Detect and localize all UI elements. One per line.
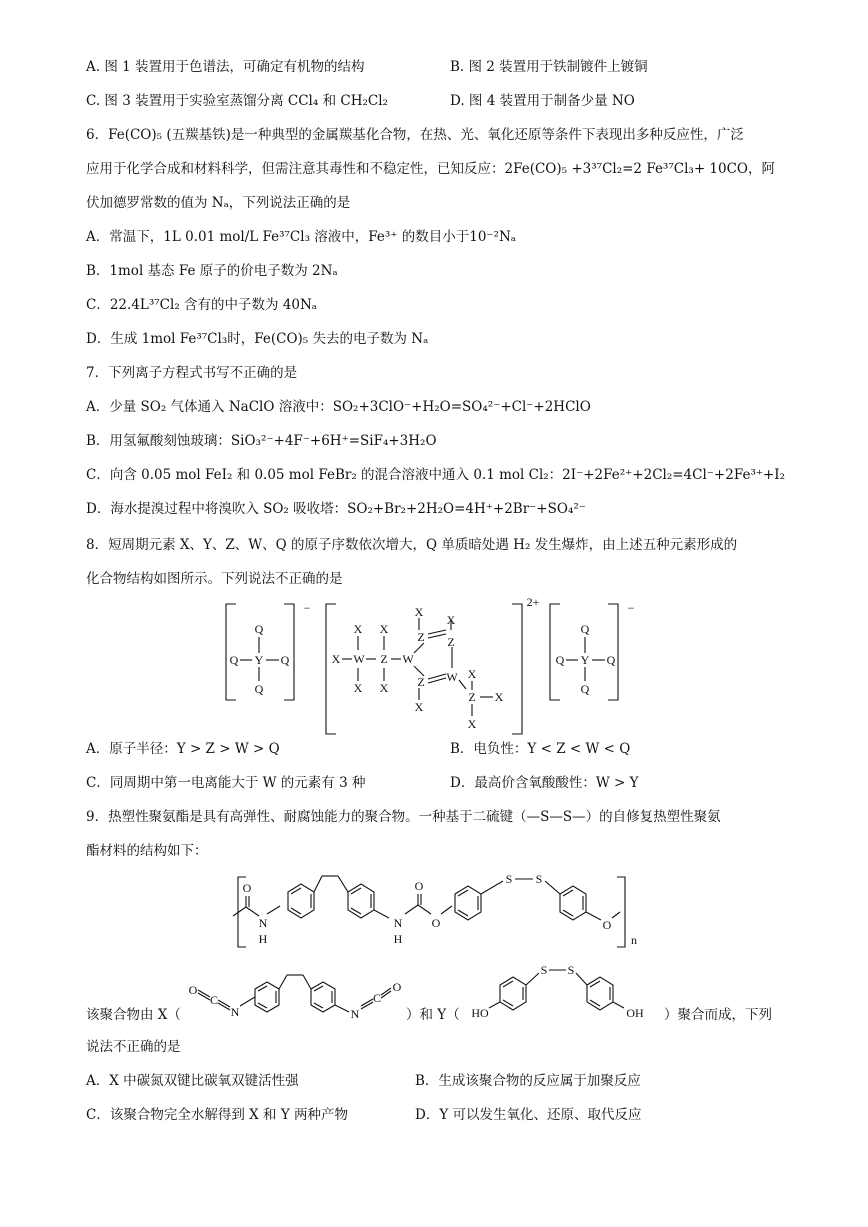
- q8-option-b: B．电负性：Y < Z < W < Q: [450, 741, 631, 757]
- q9-x-atom-n: N: [350, 1007, 360, 1021]
- q8-stem-line-2: 化合物结构如图所示。下列说法不正确的是: [86, 571, 343, 587]
- q8-atom-z: Z: [380, 652, 388, 666]
- q8-atom-q: Q: [254, 682, 264, 696]
- q9-x-atom-c: C: [372, 991, 382, 1005]
- q8-atom-w: W: [446, 670, 458, 684]
- q8-charge-right: −: [627, 601, 635, 615]
- q9-atom-s: S: [505, 872, 513, 886]
- q9-option-c: C．该聚合物完全水解得到 X 和 Y 两种产物: [86, 1107, 349, 1123]
- q9-atom-h: H: [393, 932, 403, 946]
- q9-polymer-bonds: [233, 876, 625, 947]
- q9-atom-n: N: [393, 916, 403, 930]
- q8-atom-x: X: [414, 605, 424, 619]
- q9-atom-o: O: [414, 879, 424, 893]
- q8-atom-q: Q: [254, 622, 264, 636]
- q9-atom-h: H: [258, 932, 268, 946]
- q8-option-c: C．同周期中第一电离能大于 W 的元素有 3 种: [86, 775, 366, 791]
- q6-option-d: D．生成 1mol Fe³⁷Cl₃时，Fe(CO)₅ 失去的电子数为 Nₐ: [86, 331, 429, 347]
- q9-x-atom-c: C: [209, 993, 219, 1007]
- q8-atom-x: X: [467, 667, 477, 681]
- q8-option-a: A．原子半径：Y > Z > W > Q: [86, 741, 280, 757]
- q8-atom-x: X: [494, 690, 504, 704]
- q9-x-atom-n: N: [230, 1005, 240, 1019]
- q9-monomer-suffix: ）聚合而成，下列: [664, 1007, 772, 1023]
- q8-atom-z: Z: [468, 690, 476, 704]
- q8-atom-q: Q: [229, 653, 239, 667]
- q9-option-a: A．X 中碳氮双键比碳氧双键活性强: [86, 1073, 299, 1089]
- q8-stem-line-1: 8．短周期元素 X、Y、Z、W、Q 的原子序数依次增大，Q 单质暗处遇 H₂ 发生爆炸，由上述五种元素形成的: [86, 537, 738, 553]
- q7-stem: 7．下列离子方程式书写不正确的是: [86, 365, 298, 381]
- q8-atom-x: X: [446, 613, 456, 627]
- q7-option-a: A．少量 SO₂ 气体通入 NaClO 溶液中：SO₂+3ClO⁻+H₂O=SO₄²⁻+Cl⁻+2HClO: [86, 399, 591, 415]
- q8-atom-q: Q: [555, 653, 565, 667]
- q9-y-atom-ho: HO: [471, 1006, 489, 1020]
- q6-stem-line-3: 伏加德罗常数的值为 Nₐ，下列说法正确的是: [86, 195, 351, 211]
- q8-atom-q: Q: [580, 622, 590, 636]
- q8-atom-x: X: [331, 652, 341, 666]
- q9-monomer-prefix: 该聚合物由 X（: [86, 1007, 181, 1023]
- q8-atom-q: Q: [280, 653, 290, 667]
- q9-y-atom-oh: OH: [626, 1006, 644, 1020]
- q6-stem-line-2: 应用于化学合成和材料科学，但需注意其毒性和不稳定性，已知反应：2Fe(CO)₅ +3³⁷Cl₂=2 Fe³⁷Cl₃+ 10CO，阿: [86, 161, 775, 177]
- q9-monomer-mid: ）和 Y（: [406, 1007, 460, 1023]
- q9-repeat-n: n: [631, 933, 637, 947]
- q8-charge-middle: 2+: [526, 595, 540, 609]
- q9-stem-line-4: 说法不正确的是: [86, 1039, 181, 1055]
- q6-option-c: C．22.4L³⁷Cl₂ 含有的中子数为 40Nₐ: [86, 297, 318, 313]
- q8-charge-left: −: [303, 601, 311, 615]
- q5-option-d: D. 图 4 装置用于制备少量 NO: [450, 93, 635, 109]
- q6-option-a: A．常温下，1L 0.01 mol/L Fe³⁷Cl₃ 溶液中，Fe³⁺ 的数目小于10⁻²Nₐ: [86, 229, 516, 245]
- q8-atom-y: Y: [580, 653, 590, 667]
- q9-y-atom-s: S: [567, 963, 575, 977]
- q8-atom-w: W: [353, 652, 365, 666]
- q8-atom-x: X: [353, 681, 363, 695]
- q8-atom-x: X: [379, 681, 389, 695]
- q8-atom-x: X: [467, 717, 477, 731]
- q8-option-d: D．最高价含氧酸酸性：W > Y: [450, 775, 639, 791]
- q7-option-c: C．向含 0.05 mol FeI₂ 和 0.05 mol FeBr₂ 的混合溶液中通入 0.1 mol Cl₂：2I⁻+2Fe²⁺+2Cl₂=4Cl⁻+2Fe³⁺+I₂: [86, 467, 786, 483]
- q8-atom-x: X: [414, 700, 424, 714]
- q7-option-b: B．用氢氟酸刻蚀玻璃：SiO₃²⁻+4F⁻+6H⁺=SiF₄+3H₂O: [86, 433, 437, 449]
- q9-atom-n: N: [258, 916, 268, 930]
- q8-atom-x: X: [353, 622, 363, 636]
- q5-option-c: C. 图 3 装置用于实验室蒸馏分离 CCl₄ 和 CH₂Cl₂: [86, 93, 388, 109]
- q5-option-b: B. 图 2 装置用于铁制镀件上镀铜: [450, 59, 648, 75]
- q8-atom-w: W: [402, 652, 414, 666]
- q8-atom-q: Q: [606, 653, 616, 667]
- q9-stem-line-1: 9．热塑性聚氨酯是具有高弹性、耐腐蚀能力的聚合物。一种基于二硫键（—S—S—）的自修复热塑性聚氨: [86, 809, 721, 825]
- q9-atom-o: O: [431, 916, 441, 930]
- q8-atom-z: Z: [417, 675, 425, 689]
- q9-monomer-x-bonds: [198, 975, 391, 1012]
- q5-option-a: A. 图 1 装置用于色谱法，可确定有机物的结构: [86, 59, 365, 75]
- q8-atom-x: X: [379, 622, 389, 636]
- q9-atom-s: S: [535, 872, 543, 886]
- q9-option-d: D．Y 可以发生氧化、还原、取代反应: [415, 1107, 642, 1123]
- q8-atom-q: Q: [580, 682, 590, 696]
- q9-atom-o: O: [602, 918, 612, 932]
- q8-atom-z: Z: [447, 635, 455, 649]
- q9-stem-line-2: 酯材料的结构如下：: [86, 843, 208, 859]
- q9-option-b: B．生成该聚合物的反应属于加聚反应: [415, 1073, 641, 1089]
- q9-x-atom-o: O: [188, 983, 198, 997]
- q6-option-b: B．1mol 基态 Fe 原子的价电子数为 2Nₐ: [86, 263, 338, 279]
- q8-atom-y: Y: [254, 653, 264, 667]
- q8-atom-z: Z: [417, 630, 425, 644]
- q7-option-d: D．海水提溴过程中将溴吹入 SO₂ 吸收塔：SO₂+Br₂+2H₂O=4H⁺+2Br⁻+SO₄²⁻: [86, 501, 586, 517]
- q9-y-atom-s: S: [540, 963, 548, 977]
- q9-atom-o: O: [242, 881, 252, 895]
- q9-x-atom-o: O: [392, 980, 402, 994]
- q9-monomer-y-bonds: [489, 970, 624, 1010]
- q6-stem-line-1: 6．Fe(CO)₅ (五羰基铁)是一种典型的金属羰基化合物，在热、光、氧化还原等条件下表现出多种反应性，广泛: [86, 127, 744, 143]
